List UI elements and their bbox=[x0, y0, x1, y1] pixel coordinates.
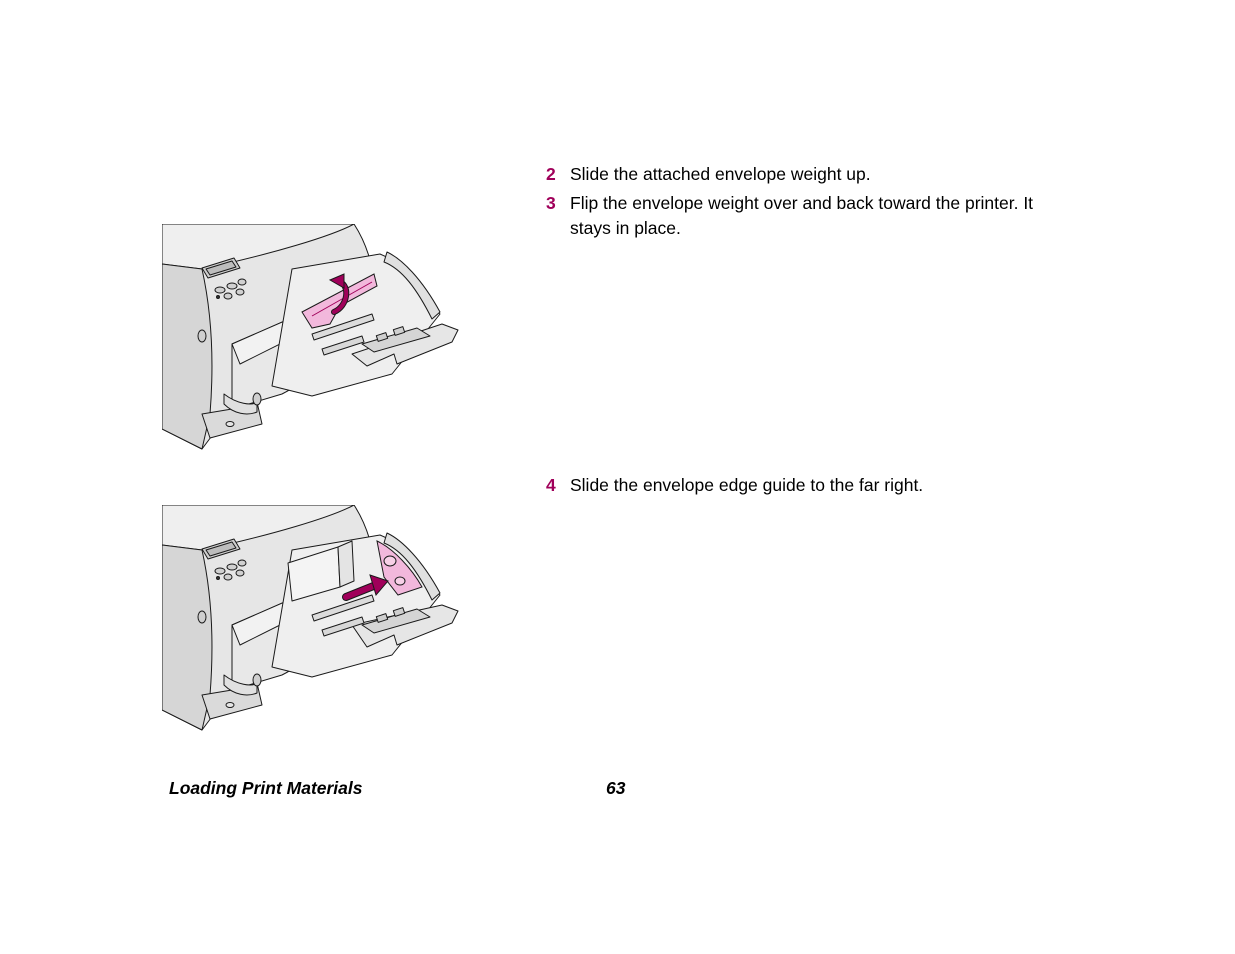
step-number: 3 bbox=[546, 193, 556, 213]
step-2 bbox=[546, 162, 1076, 187]
step-text: Flip the envelope weight over and back toward the printer. It stays in place. bbox=[570, 193, 1034, 238]
step-text: Slide the attached envelope weight up. bbox=[570, 164, 871, 184]
step-4 bbox=[546, 473, 1076, 498]
step-text: Slide the envelope edge guide to the far right. bbox=[570, 475, 924, 495]
step-3 bbox=[546, 191, 1076, 241]
footer-page-number: 63 bbox=[606, 778, 626, 798]
step-number: 2 bbox=[546, 164, 556, 184]
step-number: 4 bbox=[546, 475, 556, 495]
printer-edge-guide-illustration bbox=[162, 505, 462, 731]
printer-envelope-weight-illustration bbox=[162, 224, 462, 450]
footer-section-title: Loading Print Materials bbox=[169, 778, 363, 798]
